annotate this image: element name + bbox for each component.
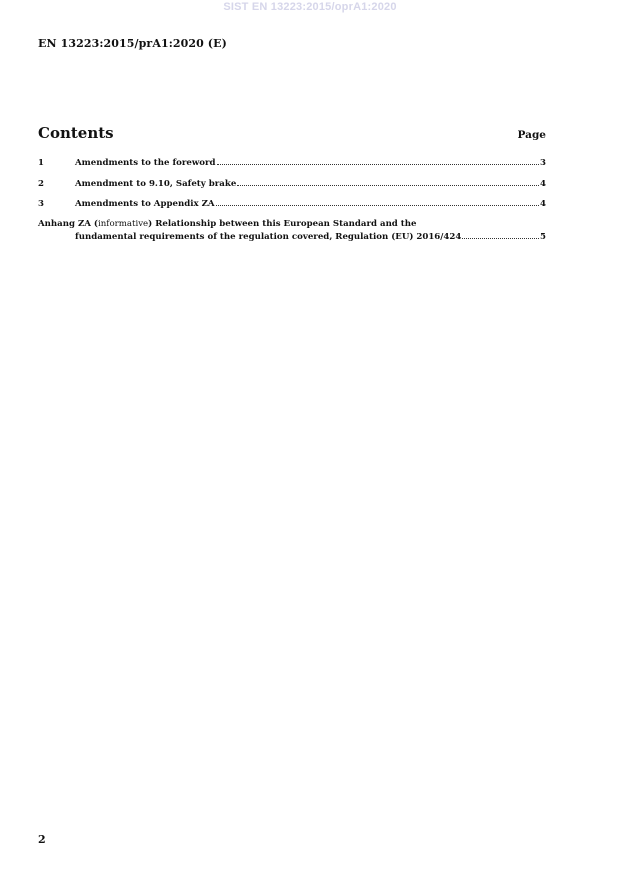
watermark-text: SIST EN 13223:2015/oprA1:2020 (223, 1, 397, 13)
toc-entry-page: 4 (540, 199, 546, 209)
annex-title-line-1 (38, 219, 546, 229)
table-of-contents (38, 157, 546, 243)
contents-header (38, 124, 546, 142)
toc-entry-number: 1 (38, 158, 44, 168)
annex-suffix: ) Relationship between this European Standard and the (148, 218, 417, 229)
annex-prefix: Anhang ZA ( (38, 218, 98, 229)
toc-entry[interactable] (38, 198, 546, 208)
dot-leader (237, 178, 539, 186)
annex-title-line-2 (75, 231, 546, 243)
dot-leader (462, 231, 539, 239)
toc-entry-page: 3 (540, 158, 546, 168)
toc-entry-number: 3 (38, 199, 44, 209)
toc-entry-page: 5 (540, 231, 546, 242)
toc-entry-page: 4 (540, 178, 546, 189)
dot-leader (216, 198, 539, 206)
document-id: EN 13223:2015/prA1:2020 (E) (38, 37, 227, 50)
dot-leader (217, 157, 539, 165)
toc-annex-entry[interactable] (38, 219, 546, 243)
annex-informative: informative (97, 218, 149, 229)
toc-entry-title[interactable]: Amendments to the foreword (75, 158, 216, 168)
toc-entry[interactable] (38, 178, 546, 188)
toc-entry-title[interactable]: Amendment to 9.10, Safety brake (75, 178, 237, 189)
toc-entry-number: 2 (38, 178, 44, 189)
contents-title: Contents (38, 124, 114, 142)
annex-title-continuation[interactable]: fundamental requirements of the regulation covered, Regulation (EU) 2016/424 (75, 231, 462, 242)
page-column-label: Page (517, 129, 546, 141)
toc-entry[interactable] (38, 157, 546, 167)
page-number: 2 (38, 833, 46, 846)
toc-entry-title[interactable]: Amendments to Appendix ZA (75, 199, 215, 209)
